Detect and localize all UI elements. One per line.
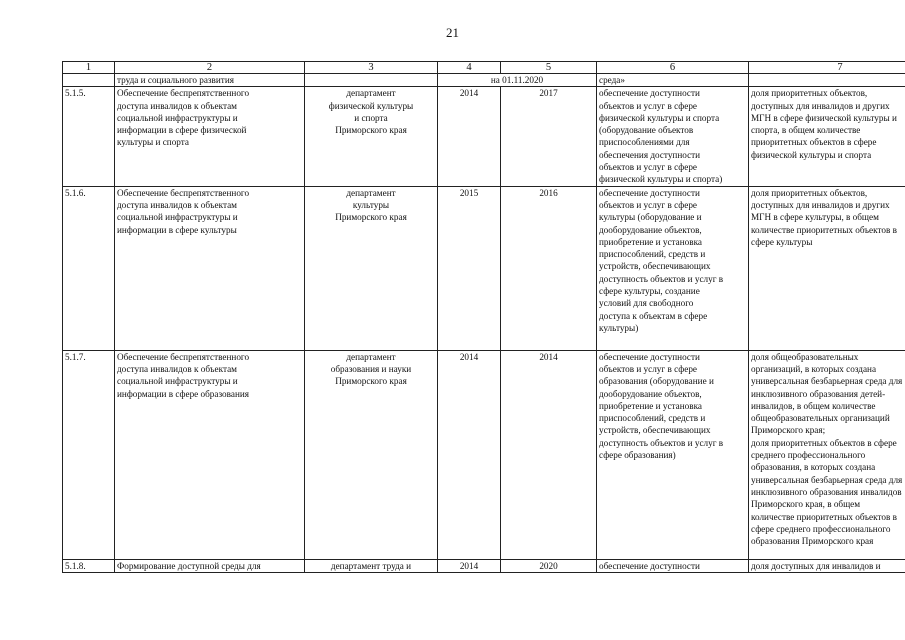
responsible-department-line: департамент [346, 187, 396, 198]
table-row [63, 186, 905, 350]
measure-name-line: информации в сфере физической [117, 125, 247, 136]
cont-col6: среда» [597, 74, 749, 87]
end-year: 2014 [501, 350, 597, 559]
expected-result-line: обеспечения доступности [599, 149, 701, 160]
responsible-department [305, 87, 438, 186]
target-indicator-line: доступных для инвалидов и других [751, 199, 890, 210]
expected-result-line: культуры) [599, 322, 639, 333]
target-indicator-line: доля приоритетных объектов в сфере [751, 437, 897, 448]
expected-result [597, 559, 749, 572]
responsible-department-line: департамент труда и [330, 560, 412, 571]
expected-result-line: приспособлениями для [599, 137, 690, 148]
responsible-department [305, 350, 438, 559]
expected-result-line: приобретение и установка [599, 236, 703, 247]
expected-result-line: доступа к объектам в сфере [599, 310, 708, 321]
expected-result-line: доступность объектов и услуг в [599, 437, 724, 448]
target-indicator-line: общеобразовательных организаций [751, 413, 890, 424]
measure-name [115, 350, 305, 559]
target-indicator-line: приоритетных объектов в сфере [751, 137, 877, 148]
expected-result-line: обеспечение доступности [599, 88, 700, 99]
expected-result-line: устройств, обеспечивающих [599, 425, 711, 436]
target-indicator-line: Приморского края, в общем [751, 499, 861, 510]
responsible-department-line: Приморского края [335, 212, 407, 223]
col-number-7: 7 [749, 62, 905, 74]
end-year: 2020 [501, 559, 597, 572]
measure-name [115, 559, 305, 572]
target-indicator-line: физической культуры и спорта [751, 149, 872, 160]
target-indicator-line: среднего профессионального [751, 450, 866, 461]
cont-col2: труда и социального развития [115, 74, 305, 87]
target-indicator-line: МГН в сфере физической культуры и [751, 112, 897, 123]
measure-name-line: Обеспечение беспрепятственного [117, 88, 250, 99]
start-year: 2014 [438, 87, 501, 186]
expected-result-line: обеспечение доступности [599, 187, 700, 198]
expected-result-line: объектов и услуг в сфере [599, 100, 697, 111]
measure-name [115, 87, 305, 186]
page-number: 21 [446, 25, 459, 40]
expected-result-line: (оборудование объектов [599, 125, 694, 136]
measure-name-line: доступа инвалидов к объектам [117, 363, 237, 374]
target-indicator-line: доля приоритетных объектов, [751, 187, 868, 198]
measure-name-line: культуры и спорта [117, 137, 189, 148]
cont-col1 [63, 74, 115, 87]
item-number: 5.1.6. [63, 186, 115, 350]
col-number-1: 1 [63, 62, 115, 74]
target-indicator-line: инклюзивного образования инвалидов [751, 486, 902, 497]
responsible-department [305, 559, 438, 572]
target-indicator-line: сфере среднего профессионального [751, 523, 891, 534]
expected-result-line: условий для свободного [599, 298, 694, 309]
expected-result-line: дооборудование объектов, [599, 224, 702, 235]
responsible-department-line: и спорта [354, 112, 388, 123]
item-number: 5.1.5. [63, 87, 115, 186]
target-indicator-line: количестве приоритетных объектов в [751, 511, 897, 522]
target-indicator-line: образования Приморского края [751, 536, 874, 547]
target-indicator-line: организаций, в которых создана [751, 363, 877, 374]
target-indicator-line: инклюзивного образования детей- [751, 388, 886, 399]
measure-name-line: информации в сфере культуры [117, 224, 237, 235]
measure-name-line: социальной инфраструктуры и [117, 376, 238, 387]
measure-name-line: социальной инфраструктуры и [117, 112, 238, 123]
target-indicator-line: доля общеобразовательных [751, 351, 859, 362]
cont-col3 [305, 74, 438, 87]
expected-result-line: объектов и услуг в сфере [599, 162, 697, 173]
column-number-row [63, 62, 905, 74]
col-number-2: 2 [115, 62, 305, 74]
expected-result-line: обеспечение доступности [599, 351, 700, 362]
measure-name [115, 186, 305, 350]
item-number: 5.1.7. [63, 350, 115, 559]
measure-name-line: социальной инфраструктуры и [117, 212, 238, 223]
cont-col7 [749, 74, 905, 87]
target-indicator-line: сфере культуры [751, 236, 813, 247]
expected-result-line: сфере образования) [599, 450, 676, 461]
col-number-4: 4 [438, 62, 501, 74]
continuation-row [63, 74, 905, 87]
target-indicator-line: универсальная безбарьерная среда для [751, 376, 903, 387]
expected-result-line: культуры (оборудование и [599, 212, 702, 223]
responsible-department [305, 186, 438, 350]
expected-result-line: приспособлений, средств и [599, 413, 706, 424]
expected-result [597, 87, 749, 186]
expected-result-line: физической культуры и спорта) [599, 174, 723, 185]
expected-result-line: сфере культуры, создание [599, 286, 700, 297]
expected-result-line: объектов и услуг в сфере [599, 363, 697, 374]
expected-result [597, 186, 749, 350]
target-indicator-line: количестве приоритетных объектов в [751, 224, 897, 235]
col-number-5: 5 [501, 62, 597, 74]
expected-result [597, 350, 749, 559]
responsible-department-line: департамент [346, 88, 396, 99]
col-number-6: 6 [597, 62, 749, 74]
expected-result-line: доступность объектов и услуг в [599, 273, 724, 284]
expected-result-line: объектов и услуг в сфере [599, 199, 697, 210]
expected-result-line: физической культуры и спорта [599, 112, 720, 123]
expected-result-line: дооборудование объектов, [599, 388, 702, 399]
target-indicator-line: доля приоритетных объектов, [751, 88, 868, 99]
program-table [62, 61, 905, 573]
target-indicator-line: Приморского края; [751, 425, 826, 436]
target-indicator [749, 87, 905, 186]
expected-result-line: устройств, обеспечивающих [599, 261, 711, 272]
responsible-department-line: культуры [352, 199, 390, 210]
responsible-department-line: департамент [346, 351, 396, 362]
measure-name-line: доступа инвалидов к объектам [117, 100, 237, 111]
responsible-department-line: Приморского края [335, 125, 407, 136]
target-indicator-line: универсальная безбарьерная среда для [751, 474, 903, 485]
col-number-3: 3 [305, 62, 438, 74]
table-row [63, 350, 905, 559]
end-year: 2016 [501, 186, 597, 350]
target-indicator [749, 186, 905, 350]
measure-name-line: Обеспечение беспрепятственного [117, 351, 250, 362]
target-indicator [749, 559, 905, 572]
table-row [63, 87, 905, 186]
measure-name-line: Формирование доступной среды для [117, 560, 261, 571]
measure-name-line: Обеспечение беспрепятственного [117, 187, 250, 198]
start-year: 2015 [438, 186, 501, 350]
measure-name-line: доступа инвалидов к объектам [117, 199, 237, 210]
target-indicator-line: инвалидов, в общем количестве [751, 400, 876, 411]
target-indicator-line: доступных для инвалидов и других [751, 100, 890, 111]
end-year: 2017 [501, 87, 597, 186]
target-indicator [749, 350, 905, 559]
item-number: 5.1.8. [63, 559, 115, 572]
target-indicator-line: доля доступных для инвалидов и [751, 560, 881, 571]
expected-result-line: образования (оборудование и [599, 376, 714, 387]
expected-result-line: приобретение и установка [599, 400, 703, 411]
responsible-department-line: Приморского края [335, 376, 407, 387]
target-indicator-line: образования, в которых создана [751, 462, 876, 473]
cont-col45: на 01.11.2020 [438, 74, 597, 87]
start-year: 2014 [438, 350, 501, 559]
table-row [63, 559, 905, 572]
measure-name-line: информации в сфере образования [117, 388, 249, 399]
start-year: 2014 [438, 559, 501, 572]
responsible-department-line: образования и науки [330, 363, 412, 374]
target-indicator-line: МГН в сфере культуры, в общем [751, 212, 879, 223]
expected-result-line: приспособлений, средств и [599, 249, 706, 260]
target-indicator-line: спорта, в общем количестве [751, 125, 861, 136]
expected-result-line: обеспечение доступности [599, 560, 700, 571]
responsible-department-line: физической культуры [328, 100, 414, 111]
